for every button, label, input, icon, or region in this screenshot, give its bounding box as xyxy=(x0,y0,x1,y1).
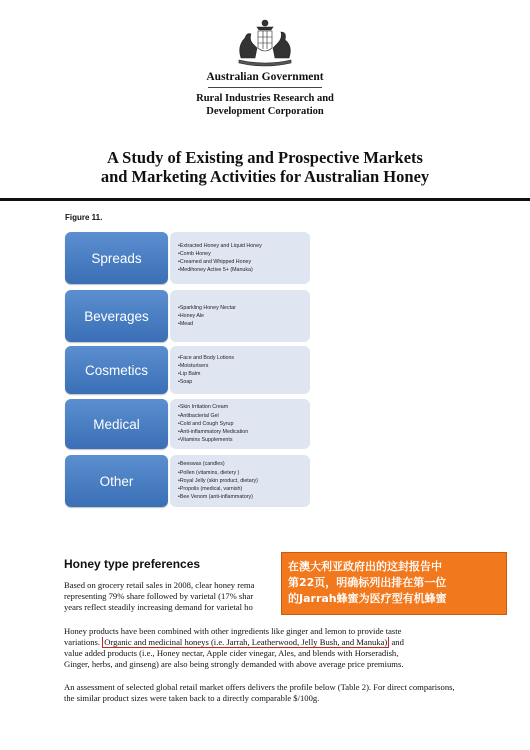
paragraph-line: Based on grocery retail sales in 2008, clear honey rema xyxy=(64,580,255,590)
gov-name: Australian Government xyxy=(206,71,324,83)
list-item: • Medihoney Active 5+ (Manuka) xyxy=(178,266,310,274)
category-cosmetics: Cosmetics xyxy=(65,346,168,394)
annotation-callout xyxy=(281,552,507,615)
list-item: • Sparkling Honey Nectar xyxy=(178,304,310,312)
items-cosmetics xyxy=(170,346,310,394)
list-item: • Lip Balm xyxy=(178,370,310,378)
paragraph-2 xyxy=(64,626,464,670)
section-heading: Honey type preferences xyxy=(64,557,201,571)
category-other: Other xyxy=(65,455,168,507)
report-title-line-2: and Marketing Activities for Australian Honey xyxy=(100,167,430,186)
category-beverages: Beverages xyxy=(65,290,168,342)
paragraph-text: variations. xyxy=(64,637,103,647)
report-title xyxy=(0,148,530,186)
paragraph-line xyxy=(64,637,464,648)
paragraph-line: value added products (i.e., Honey nectar, Apple cider vinegar, Ales, and blends with Horseradish, xyxy=(64,648,399,658)
paragraph-line: years reflect steadily increasing demand for varietal ho xyxy=(64,602,253,612)
agency-name xyxy=(0,92,530,118)
list-item: • Skin Irritation Cream xyxy=(178,403,310,411)
figure-label: Figure 11. xyxy=(65,213,103,222)
list-item: • Mead xyxy=(178,320,310,328)
list-item: • Beeswax (candles) xyxy=(178,460,310,468)
callout-line-2: 第22页，明确标列出排在第一位 xyxy=(288,576,447,589)
list-item: • Comb Honey xyxy=(178,250,310,258)
header-divider xyxy=(208,87,322,88)
list-item: • Vitamins Supplements xyxy=(178,436,310,444)
paragraph-line: Ginger, herbs, and ginseng) are also being strongly demanded with above average price premiums. xyxy=(64,659,404,669)
agency-line-1: Rural Industries Research and xyxy=(196,93,334,104)
callout-line-1: 在澳大利亚政府出的这封报告中 xyxy=(288,560,442,573)
list-item: • Honey Ale xyxy=(178,312,310,320)
list-item: • Cold and Cough Syrup xyxy=(178,420,310,428)
paragraph-3: An assessment of selected global retail market offers delivers the profile below (Table 2). For direct comparisons, the similar product sizes were taken back to a directly comparable $/100g. xyxy=(64,682,455,703)
paragraph-line: Honey products have been combined with other ingredients like ginger and lemon to provide taste xyxy=(64,626,402,636)
list-item: • Pollen (vitamins, dietery ) xyxy=(178,469,310,477)
list-item: • Creamed and Whipped Honey xyxy=(178,258,310,266)
list-item: • Antibacterial Gel xyxy=(178,412,310,420)
list-item: • Anti-inflammatory Medication xyxy=(178,428,310,436)
paragraph-text: and xyxy=(389,637,404,647)
paragraph-line: representing 79% share followed by varietal (17% shar xyxy=(64,591,254,601)
items-beverages xyxy=(170,290,310,342)
list-item: • Moisturisers xyxy=(178,362,310,370)
items-medical xyxy=(170,399,310,449)
list-item: • Propolis (medical, varnish) xyxy=(178,485,310,493)
category-medical: Medical xyxy=(65,399,168,449)
items-other xyxy=(170,455,310,507)
callout-line-3: 的Jarrah蜂蜜为医疗型有机蜂蜜 xyxy=(288,592,447,605)
list-item: • Royal Jelly (skin product, dietary) xyxy=(178,477,310,485)
list-item: • Extracted Honey and Liquid Honey xyxy=(178,242,310,250)
report-title-line-1: A Study of Existing and Prospective Markets xyxy=(107,148,423,167)
coat-of-arms-icon xyxy=(233,18,297,68)
category-spreads: Spreads xyxy=(65,232,168,284)
items-spreads xyxy=(170,232,310,284)
agency-line-2: Development Corporation xyxy=(206,106,324,117)
title-divider xyxy=(0,198,530,201)
list-item: • Face and Body Lotions xyxy=(178,354,310,362)
list-item: • Bee Venom (anti-inflammatory) xyxy=(178,493,310,501)
list-item: • Soap xyxy=(178,378,310,386)
highlighted-text: Organic and medicinal honeys (i.e. Jarrah, Leatherwood, Jelly Bush, and Manuka) xyxy=(104,637,388,647)
